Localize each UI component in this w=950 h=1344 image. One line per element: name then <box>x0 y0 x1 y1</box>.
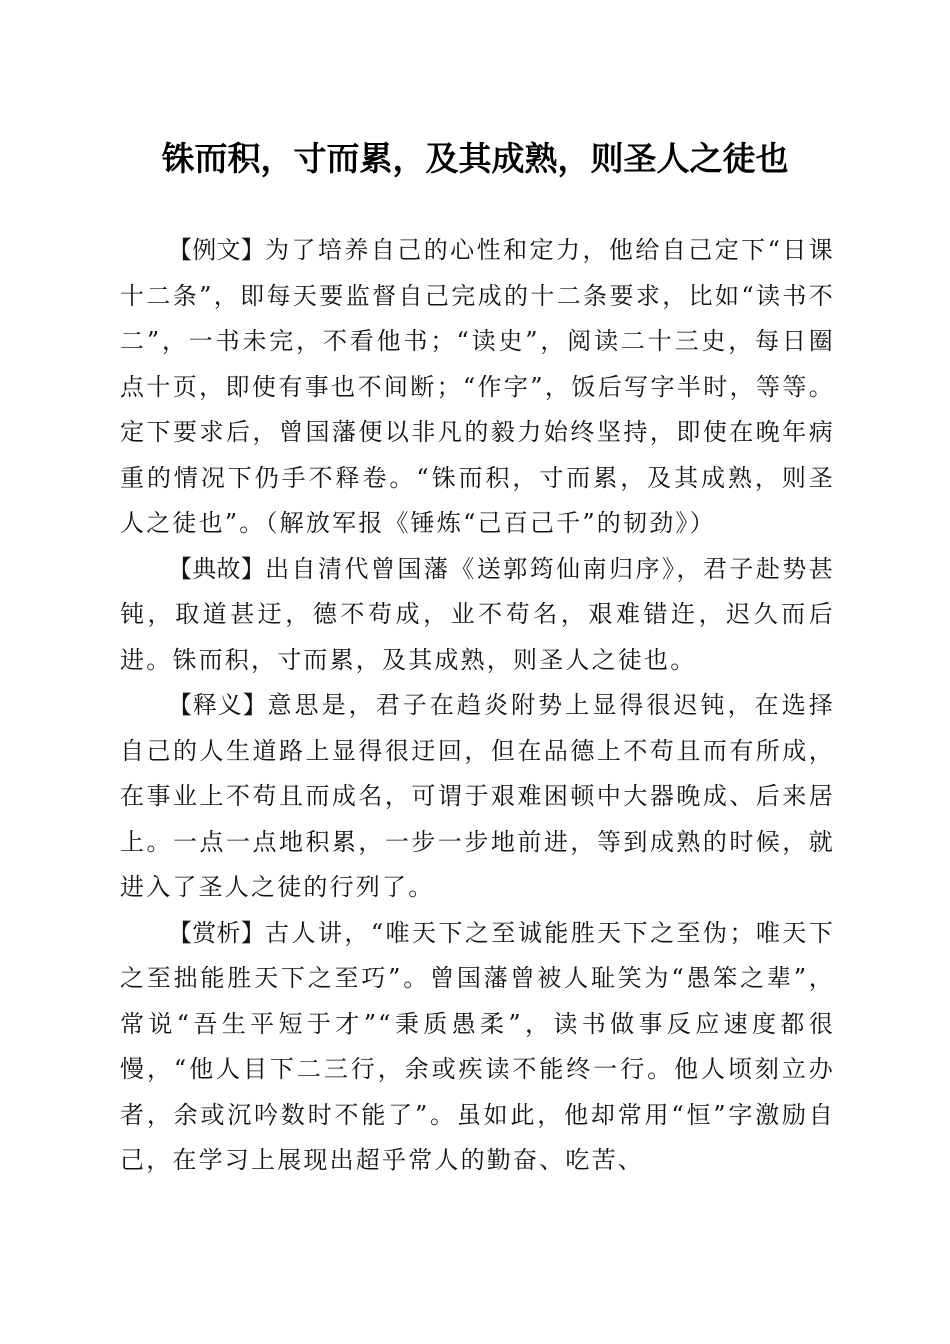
paragraph-text: 出自清代曾国藩《送郭筠仙南归序》，君子赴势甚钝，取道甚迂，德不苟成，业不苟名，艰难错迕，迟久而后进。铢而积，寸而累，及其成熟，则圣人之徒也。 <box>120 554 835 674</box>
document-title: 铢而积，寸而累，及其成熟，则圣人之徒也 <box>161 139 789 178</box>
paragraph-example <box>120 228 835 547</box>
paragraph-text: 为了培养自己的心性和定力，他给自己定下“日课十二条”，即每天要监督自己完成的十二条要求，比如“读书不二”，一书未完，不看他书；“读史”，阅读二十三史，每日圈点十页，即使有事也不间断；“作字”，饭后写字半时，等等。定下要求后，曾国藩便以非凡的毅力始终坚持，即使在晚年病重的情况下仍手不释卷。“铢而积，寸而累，及其成熟，则圣人之徒也”。（解放军报《锤炼“己百己千”的韧劲》） <box>120 236 835 537</box>
paragraph-appreciation <box>120 911 835 1184</box>
paragraph-label: 【例文】 <box>168 236 266 264</box>
paragraph-label: 【释义】 <box>168 691 268 719</box>
paragraph-text: 意思是，君子在趋炎附势上显得很迟钝，在选择自己的人生道路上显得很迂回，但在品德上不苟且而有所成，在事业上不苟且而成名，可谓于艰难困顿中大器晚成、后来居上。一点一点地积累，一步一步地前进，等到成熟的时候，就进入了圣人之徒的行列了。 <box>120 691 835 901</box>
paragraph-label: 【赏析】 <box>168 918 266 947</box>
document-body <box>120 228 835 1184</box>
paragraph-meaning <box>120 683 835 911</box>
paragraph-label: 【典故】 <box>168 554 266 583</box>
paragraph-text: 古人讲，“唯天下之至诚能胜天下之至伪；唯天下之至拙能胜天下之至巧”。曾国藩曾被人耻笑为“愚笨之辈”，常说“吾生平短于才”“秉质愚柔”，读书做事反应速度都很慢，“他人目下二三行，余或疾读不能终一行。他人顷刻立办者，余或沉吟数时不能了”。虽如此，他却常用“恒”字激励自己，在学习上展现出超乎常人的勤奋、吃苦、 <box>120 918 835 1174</box>
paragraph-allusion <box>120 547 835 684</box>
